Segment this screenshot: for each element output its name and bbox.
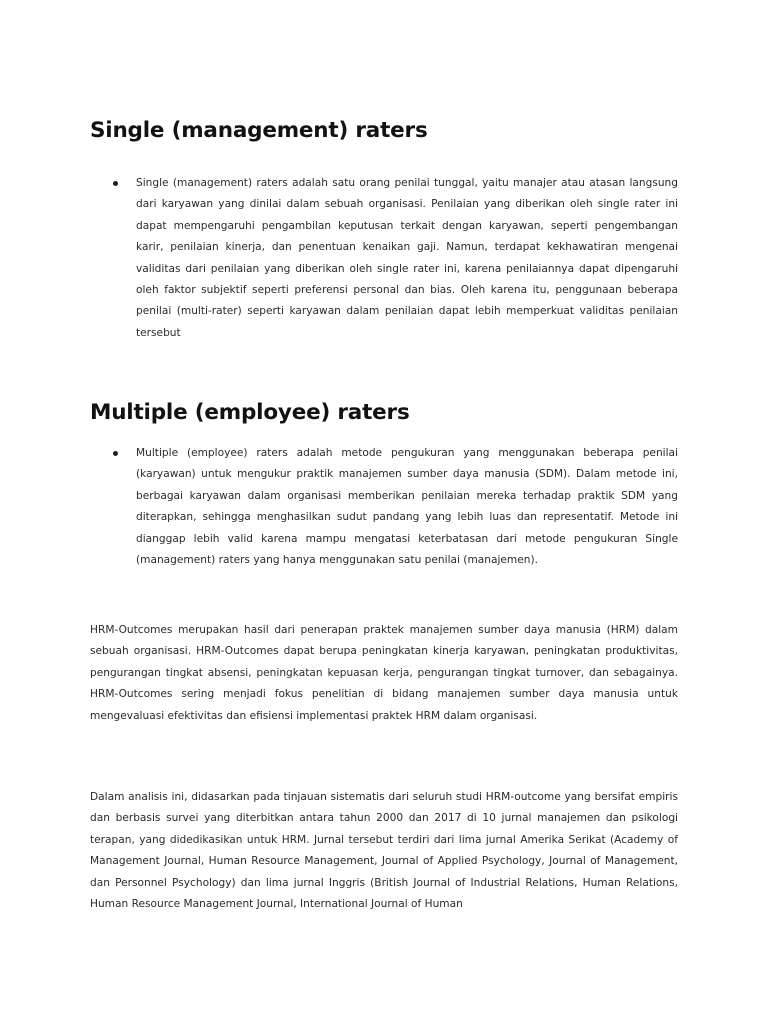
list-item bbox=[90, 443, 678, 571]
bullet-list-single bbox=[90, 173, 678, 344]
list-item bbox=[90, 173, 678, 344]
bullet-dot-icon bbox=[113, 181, 118, 186]
paragraph-analisis: Dalam analisis ini, didasarkan pada tinjauan sistematis dari seluruh studi HRM-outcome yang bersifat empiris dan berbasis survei yang diterbitkan antara tahun 2000 dan 2017 di 10 jurnal manajemen dan psikologi terapan, yang didedikasikan untuk HRM. Jurnal tersebut terdiri dari lima jurnal Amerika Serikat (Academy of Management Journal, Human Resource Management, Journal of Applied Psychology, Journal of Management, dan Personnel Psychology) dan lima jurnal Inggris (British Journal of Industrial Relations, Human Relations, Human Resource Management Journal, International Journal of Human bbox=[90, 791, 678, 911]
heading-multiple-employee-raters: Multiple (employee) raters bbox=[90, 400, 410, 425]
bullet-list-multiple bbox=[90, 443, 678, 571]
paragraph-hrm-outcomes: HRM-Outcomes merupakan hasil dari penerapan praktek manajemen sumber daya manusia (HRM) dalam sebuah organisasi. HRM-Outcomes dapat berupa peningkatan kinerja karyawan, peningkatan produktivitas, pengurangan tingkat absensi, peningkatan kepuasan kerja, pengurangan tingkat turnover, dan sebagainya. HRM-Outcomes sering menjadi fokus penelitian di bidang manajemen sumber daya manusia untuk mengevaluasi efektivitas dan efisiensi implementasi praktek HRM dalam organisasi. bbox=[90, 624, 678, 722]
bullet-dot-icon bbox=[113, 451, 118, 456]
bullet-text-multiple: Multiple (employee) raters adalah metode pengukuran yang menggunakan beberapa penilai (karyawan) untuk mengukur praktik manajemen sumber daya manusia (SDM). Dalam metode ini, berbagai karyawan dalam organisasi memberikan penilaian mereka terhadap praktik SDM yang diterapkan, sehingga menghasilkan sudut pandang yang lebih luas dan representatif. Metode ini dianggap lebih valid karena mampu mengatasi keterbatasan dari metode pengukuran Single (management) raters yang hanya menggunakan satu penilai (manajemen). bbox=[136, 447, 678, 567]
bullet-text-single: Single (management) raters adalah satu orang penilai tunggal, yaitu manajer atau atasan langsung dari karyawan yang dinilai dalam sebuah organisasi. Penilaian yang diberikan oleh single rater ini dapat mempengaruhi pengambilan keputusan terkait dengan karyawan, seperti pengembangan karir, penilaian kinerja, dan penentuan kenaikan gaji. Namun, terdapat kekhawatiran mengenai validitas dari penilaian yang diberikan oleh single rater ini, karena penilaiannya dapat dipengaruhi oleh faktor subjektif seperti preferensi personal dan bias. Oleh karena itu, penggunaan beberapa penilai (multi-rater) seperti karyawan dalam penilaian dapat lebih memperkuat validitas penilaian tersebut bbox=[136, 177, 678, 339]
heading-single-management-raters: Single (management) raters bbox=[90, 118, 428, 143]
